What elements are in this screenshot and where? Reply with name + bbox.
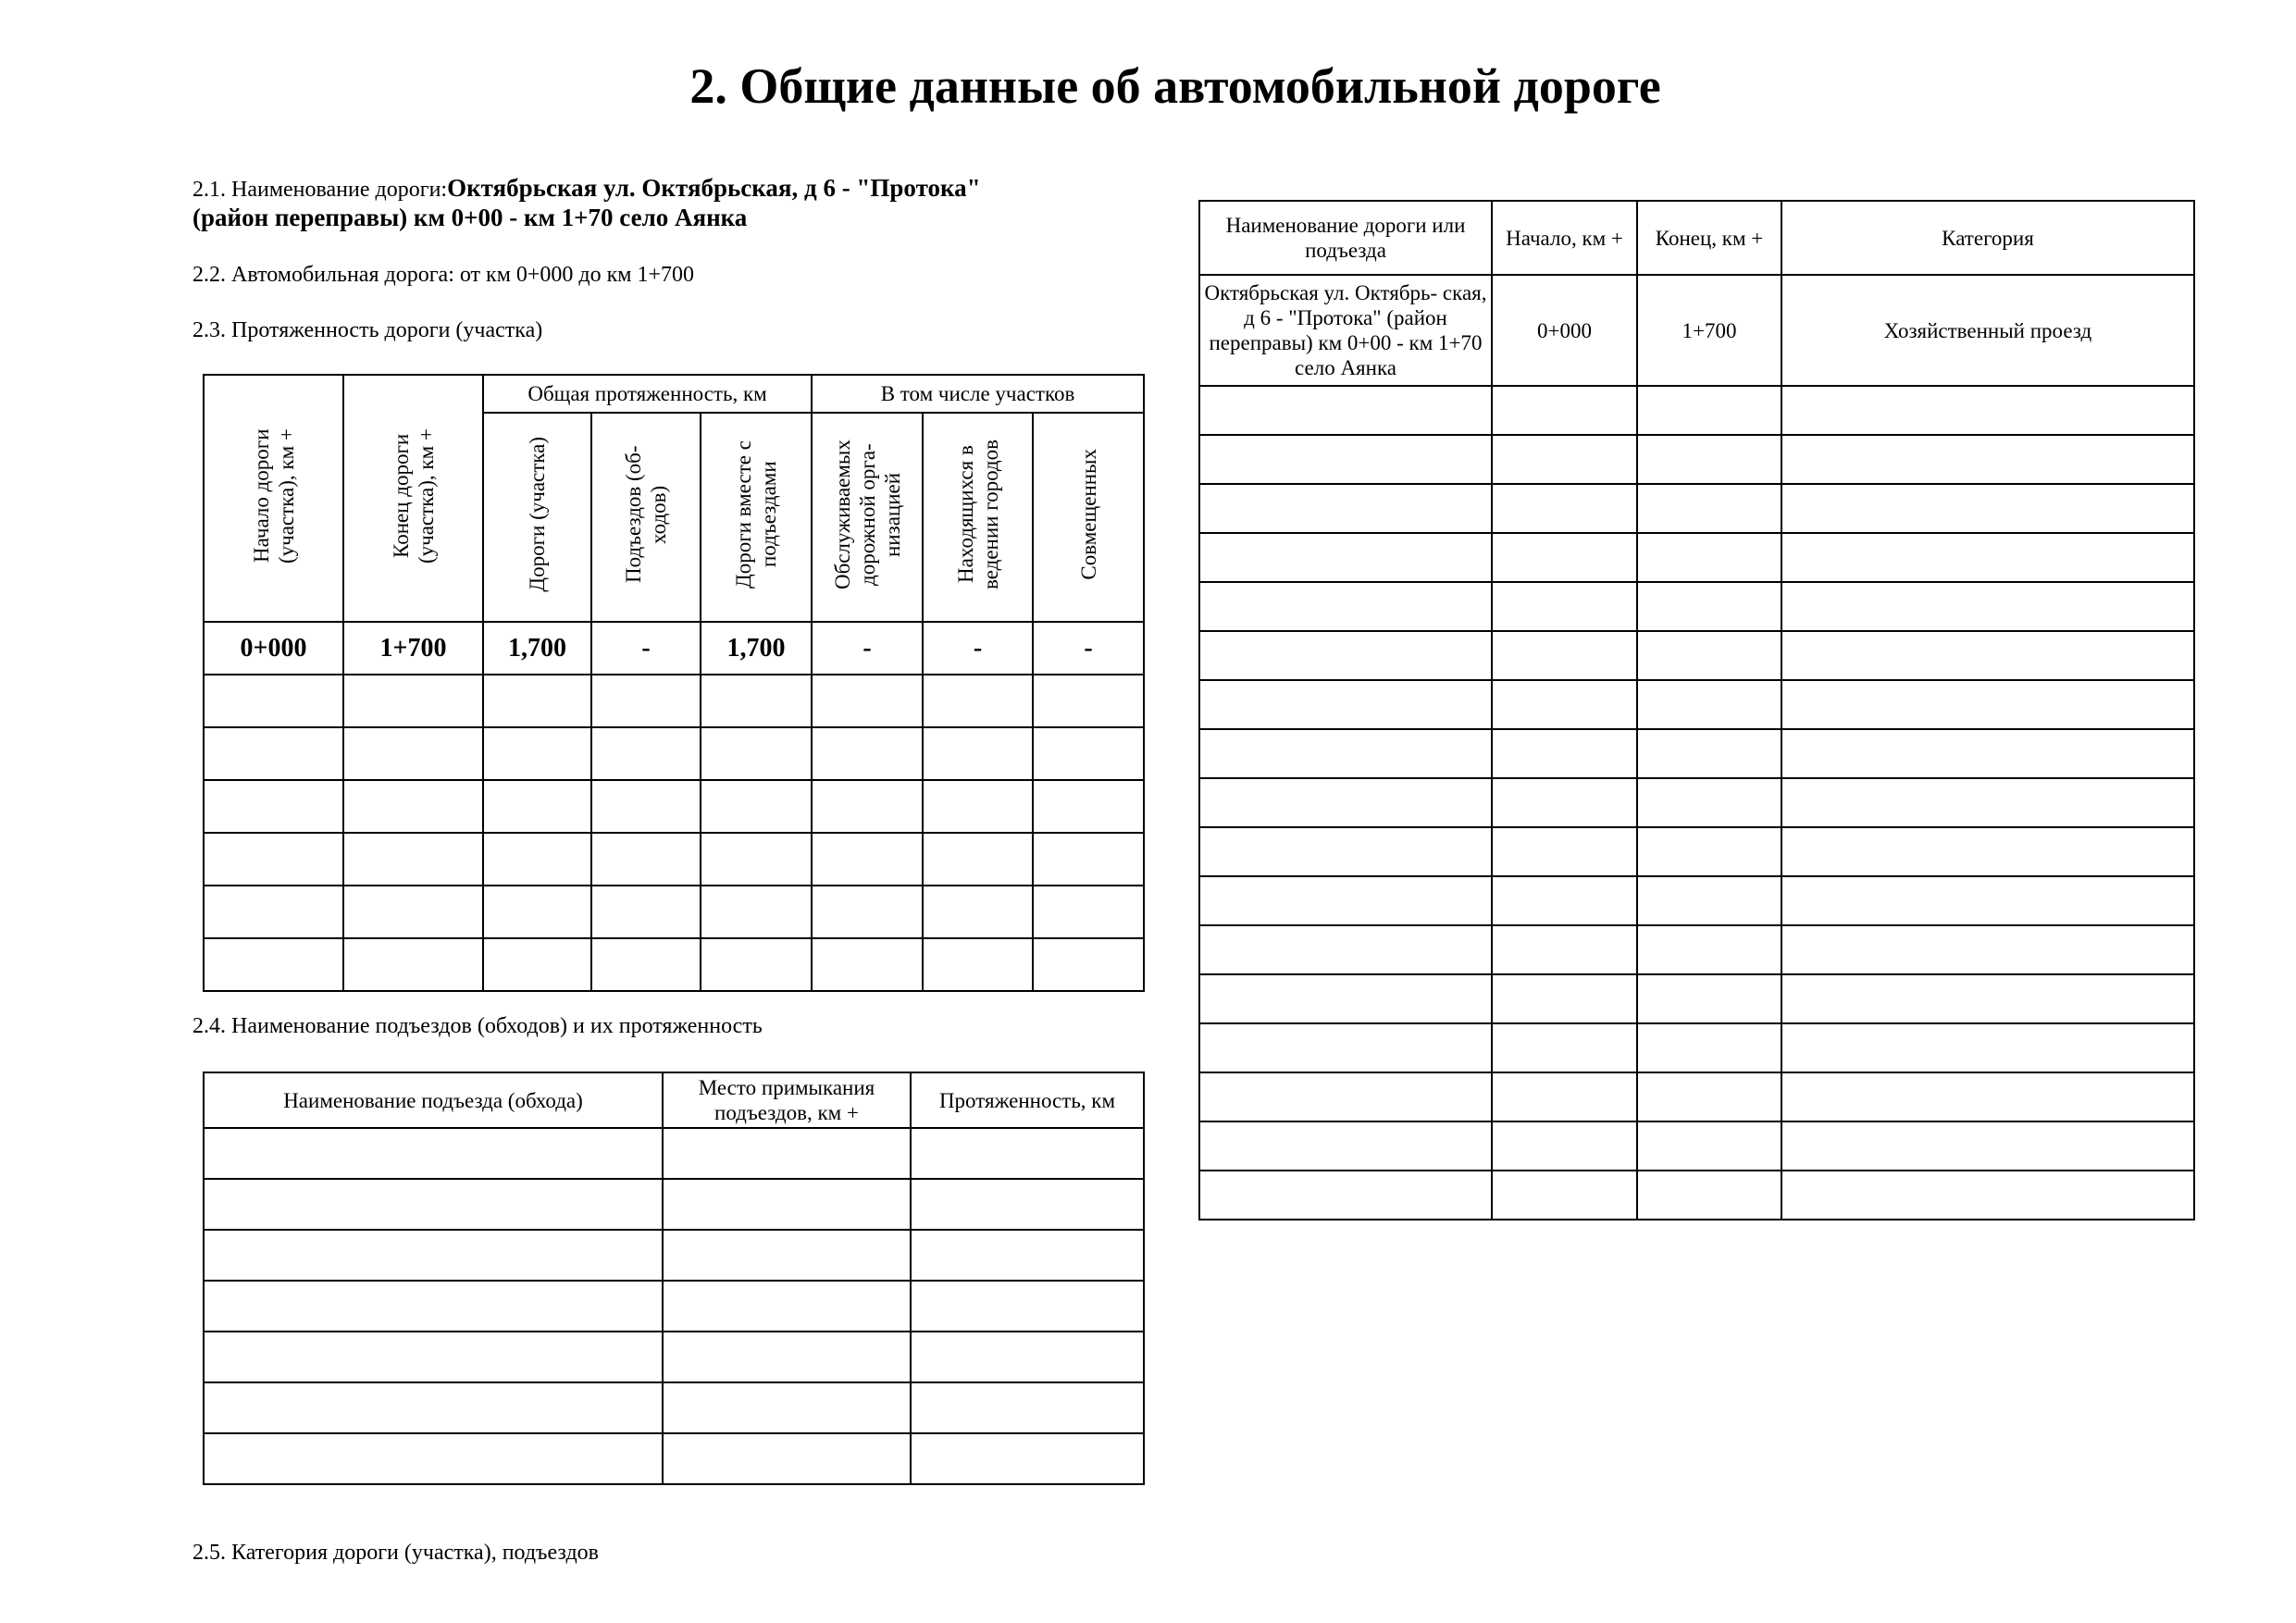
table-row [204,1230,1144,1281]
cell-start: 0+000 [204,622,343,675]
table-row [1199,435,2194,484]
header-approach-length: Протяженность, км [911,1072,1144,1128]
cell-approach-length: - [591,622,701,675]
table-row [1199,876,2194,925]
section-2-3: 2.3. Протяженность дороги (участка) [192,318,543,342]
header-end: Конец, км + [1637,201,1781,275]
cell-road-name: Октябрьская ул. Октябрь- ская, д 6 - "Протока" (район переправы) км 0+00 - км 1+70 село Аянка [1199,275,1492,386]
header-junction-place: Место примыкания подъездов, км + [663,1072,911,1128]
road-name-value-1: Октябрьская ул. Октябрьская, д 6 - "Протока" [447,174,981,202]
table-row [1199,533,2194,582]
table-row [204,833,1144,886]
road-name-value-2: (район переправы) км 0+00 - км 1+70 село Аянка [192,204,748,231]
table-row [1199,925,2194,974]
cell-road-with-approaches: 1,700 [701,622,812,675]
table-row [1199,484,2194,533]
table-row [1199,729,2194,778]
header-start: Начало, км + [1492,201,1637,275]
section-2-5: 2.5. Категория дороги (участка), подъездов [192,1541,599,1565]
road-name-label: 2.1. Наименование дороги: [192,178,448,202]
header-approaches: Подъездов (об- ходов) [591,413,701,622]
header-including-sections: В том числе участков [812,375,1144,413]
table-row [204,1382,1144,1433]
table-row [204,1179,1144,1230]
table-row [204,727,1144,780]
table-row [1199,974,2194,1023]
table-row [1199,582,2194,631]
table-row [204,938,1144,991]
cell-end: 1+700 [1637,275,1781,386]
header-combined: Совмещенных [1033,413,1144,622]
table-row [204,780,1144,833]
table-row [1199,1121,2194,1171]
header-category: Категория [1781,201,2194,275]
table-row [204,1128,1144,1179]
cell-start: 0+000 [1492,275,1637,386]
table-row [204,1281,1144,1332]
table-row [1199,275,2194,386]
table-row [204,622,1144,675]
header-approach-name: Наименование подъезда (обхода) [204,1072,663,1128]
cell-road-length: 1,700 [483,622,591,675]
table-row [1199,1023,2194,1072]
table-row [1199,386,2194,435]
table-row [204,1332,1144,1382]
section-2-1 [192,174,1118,233]
table-row [1199,1072,2194,1121]
section-2-2: 2.2. Автомобильная дорога: от км 0+000 до км 1+700 [192,263,695,287]
header-city-managed: Находящихся в ведении городов [923,413,1033,622]
table-row [1199,827,2194,876]
header-end: Конец дороги (участка), км + [343,375,483,622]
cell-serviced: - [812,622,923,675]
approaches-table [203,1072,1145,1485]
table-row [1199,680,2194,729]
table-row [1199,1171,2194,1220]
table-row [204,886,1144,938]
table-row [1199,778,2194,827]
cell-category: Хозяйственный проезд [1781,275,2194,386]
header-serviced: Обслуживаемых дорожной орга- низацией [812,413,923,622]
table-row [204,675,1144,727]
header-start: Начало дороги (участка), км + [204,375,343,622]
header-road-or-approach: Наименование дороги или подъезда [1199,201,1492,275]
table-row [1199,631,2194,680]
cell-combined: - [1033,622,1144,675]
length-table [203,374,1145,992]
page-title: 2. Общие данные об автомобильной дороге [689,58,1661,114]
cell-city-managed: - [923,622,1033,675]
section-2-4: 2.4. Наименование подъездов (обходов) и их протяженность [192,1014,763,1038]
cell-end: 1+700 [343,622,483,675]
header-road-section: Дороги (участка) [483,413,591,622]
header-total-length: Общая протяженность, км [483,375,812,413]
header-road-with-approaches: Дороги вместе с подъездами [701,413,812,622]
table-row [204,1433,1144,1484]
category-table [1198,200,2195,1220]
